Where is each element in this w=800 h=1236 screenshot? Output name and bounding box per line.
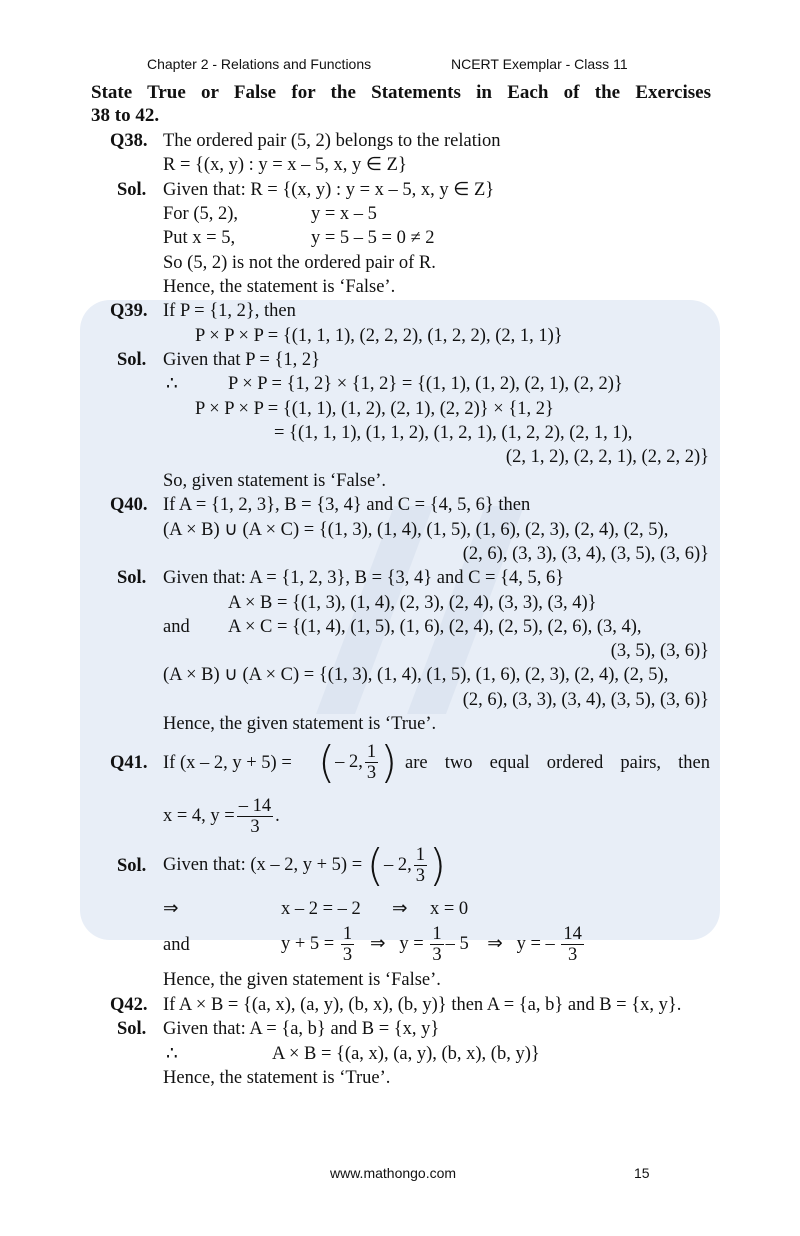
q39-sol-3: P × P × P = {(1, 1), (1, 2), (2, 1), (2, 2)} × {1, 2} <box>195 399 554 419</box>
q39-sol-5: (2, 1, 2), (2, 2, 1), (2, 2, 2)} <box>505 447 709 467</box>
header-chapter: Chapter 2 - Relations and Functions <box>147 56 372 72</box>
q38-sol-5: Hence, the statement is ‘False’. <box>163 277 396 297</box>
q41-sol-2: x – 2 = – 2 <box>281 899 361 919</box>
q41-implies-1: ⇒ <box>163 899 179 919</box>
q39-sol-1: Given that P = {1, 2} <box>163 350 320 370</box>
q39-product: P × P × P = {(1, 1, 1), (2, 2, 2), (1, 2, 2), (2, 1, 1)} <box>195 326 563 346</box>
q40-sol-5: (A × B) ∪ (A × C) = {(1, 3), (1, 4), (1, 5), (1, 6), (2, 3), (2, 4), (2, 5), <box>163 665 669 685</box>
q41-text-a: If (x – 2, y + 5) = <box>163 753 292 773</box>
q42-sol-1: Given that: A = {a, b} and B = {x, y} <box>163 1019 440 1039</box>
header-book: NCERT Exemplar - Class 11 <box>451 56 628 72</box>
q38-sol-2b: y = x – 5 <box>311 204 377 224</box>
q42-sol-3: Hence, the statement is ‘True’. <box>163 1068 391 1088</box>
q38-sol-3b: y = 5 – 5 = 0 ≠ 2 <box>311 228 435 248</box>
section-heading: State True or False for the Statements in Each of the Exercises <box>91 82 711 103</box>
q39-sol-6: So, given statement is ‘False’. <box>163 471 386 491</box>
q38-sol-3a: Put x = 5, <box>163 228 236 248</box>
page-number: 15 <box>634 1165 650 1181</box>
q41-implies-2: ⇒ <box>392 899 408 919</box>
q41-sol-3: y + 5 = $\frac{1}{3}$ ⇒ y = $\frac{1}{3}$ – 5 ⇒ y = – $\frac{14}{3}$ <box>281 924 582 966</box>
q41-pair: (– 2, $\frac{1}{3}$ ) <box>318 736 398 788</box>
q38-text: The ordered pair (5, 2) belongs to the relation <box>163 131 501 151</box>
q41-sol-2d: x = 0 <box>430 899 469 919</box>
q41-sol-label: Sol. <box>117 856 147 876</box>
q42-sol-label: Sol. <box>117 1019 147 1039</box>
q40-sol-2: A × B = {(1, 3), (1, 4), (2, 3), (2, 4), (3, 3), (3, 4)} <box>228 593 597 613</box>
q38-sol-2a: For (5, 2), <box>163 204 239 224</box>
q41-sol-and: and <box>163 935 190 955</box>
q38-sol-1: Given that: R = {(x, y) : y = x – 5, x, y ∈ Z} <box>163 180 495 200</box>
q40-union: (A × B) ∪ (A × C) = {(1, 3), (1, 4), (1, 5), (1, 6), (2, 3), (2, 4), (2, 5), <box>163 520 669 540</box>
q39-sol-2: P × P = {1, 2} × {1, 2} = {(1, 1), (1, 2), (2, 1), (2, 2)} <box>228 374 623 394</box>
section-heading-2: 38 to 42. <box>91 105 160 126</box>
q40-label: Q40. <box>110 495 148 515</box>
q42-therefore: ∴ <box>166 1044 178 1064</box>
q40-sol-and: and <box>163 617 190 637</box>
q38-label: Q38. <box>110 131 148 151</box>
q39-text: If P = {1, 2}, then <box>163 301 296 321</box>
q41-text-c: are two equal ordered pairs, then <box>405 753 710 773</box>
q41-sol-4: Hence, the given statement is ‘False’. <box>163 970 441 990</box>
footer-url[interactable]: www.mathongo.com <box>330 1165 457 1181</box>
q39-therefore: ∴ <box>166 374 178 394</box>
q39-sol-label: Sol. <box>117 350 147 370</box>
q41-sol-1: Given that: (x – 2, y + 5) = (– 2, $\frac{1}{3}$ ) <box>163 839 447 891</box>
q40-sol-7: Hence, the given statement is ‘True’. <box>163 714 437 734</box>
q39-label: Q39. <box>110 301 148 321</box>
q40-sol-4: (3, 5), (3, 6)} <box>610 641 709 661</box>
q40-sol-6: (2, 6), (3, 3), (3, 4), (3, 5), (3, 6)} <box>462 690 709 710</box>
q42-text: If A × B = {(a, x), (a, y), (b, x), (b, y)} then A = {a, b} and B = {x, y}. <box>163 995 682 1015</box>
q38-relation: R = {(x, y) : y = x – 5, x, y ∈ Z} <box>163 155 407 175</box>
q40-sol-label: Sol. <box>117 568 147 588</box>
q40-sol-1: Given that: A = {1, 2, 3}, B = {3, 4} and C = {4, 5, 6} <box>163 568 565 588</box>
q38-sol-4: So (5, 2) is not the ordered pair of R. <box>163 253 436 273</box>
q40-union-cont: (2, 6), (3, 3), (3, 4), (3, 5), (3, 6)} <box>462 544 709 564</box>
q40-text: If A = {1, 2, 3}, B = {3, 4} and C = {4, 5, 6} then <box>163 495 531 515</box>
q42-sol-2: A × B = {(a, x), (a, y), (b, x), (b, y)} <box>272 1044 540 1064</box>
q38-sol-label: Sol. <box>117 180 147 200</box>
q40-sol-3: A × C = {(1, 4), (1, 5), (1, 6), (2, 4), (2, 5), (2, 6), (3, 4), <box>228 617 642 637</box>
q41-values: x = 4, y = $\frac{- 14}{3}$ . <box>163 796 280 838</box>
q39-sol-4: = {(1, 1, 1), (1, 1, 2), (1, 2, 1), (1, 2, 2), (2, 1, 1), <box>274 423 633 443</box>
q42-label: Q42. <box>110 995 148 1015</box>
q41-label: Q41. <box>110 753 148 773</box>
